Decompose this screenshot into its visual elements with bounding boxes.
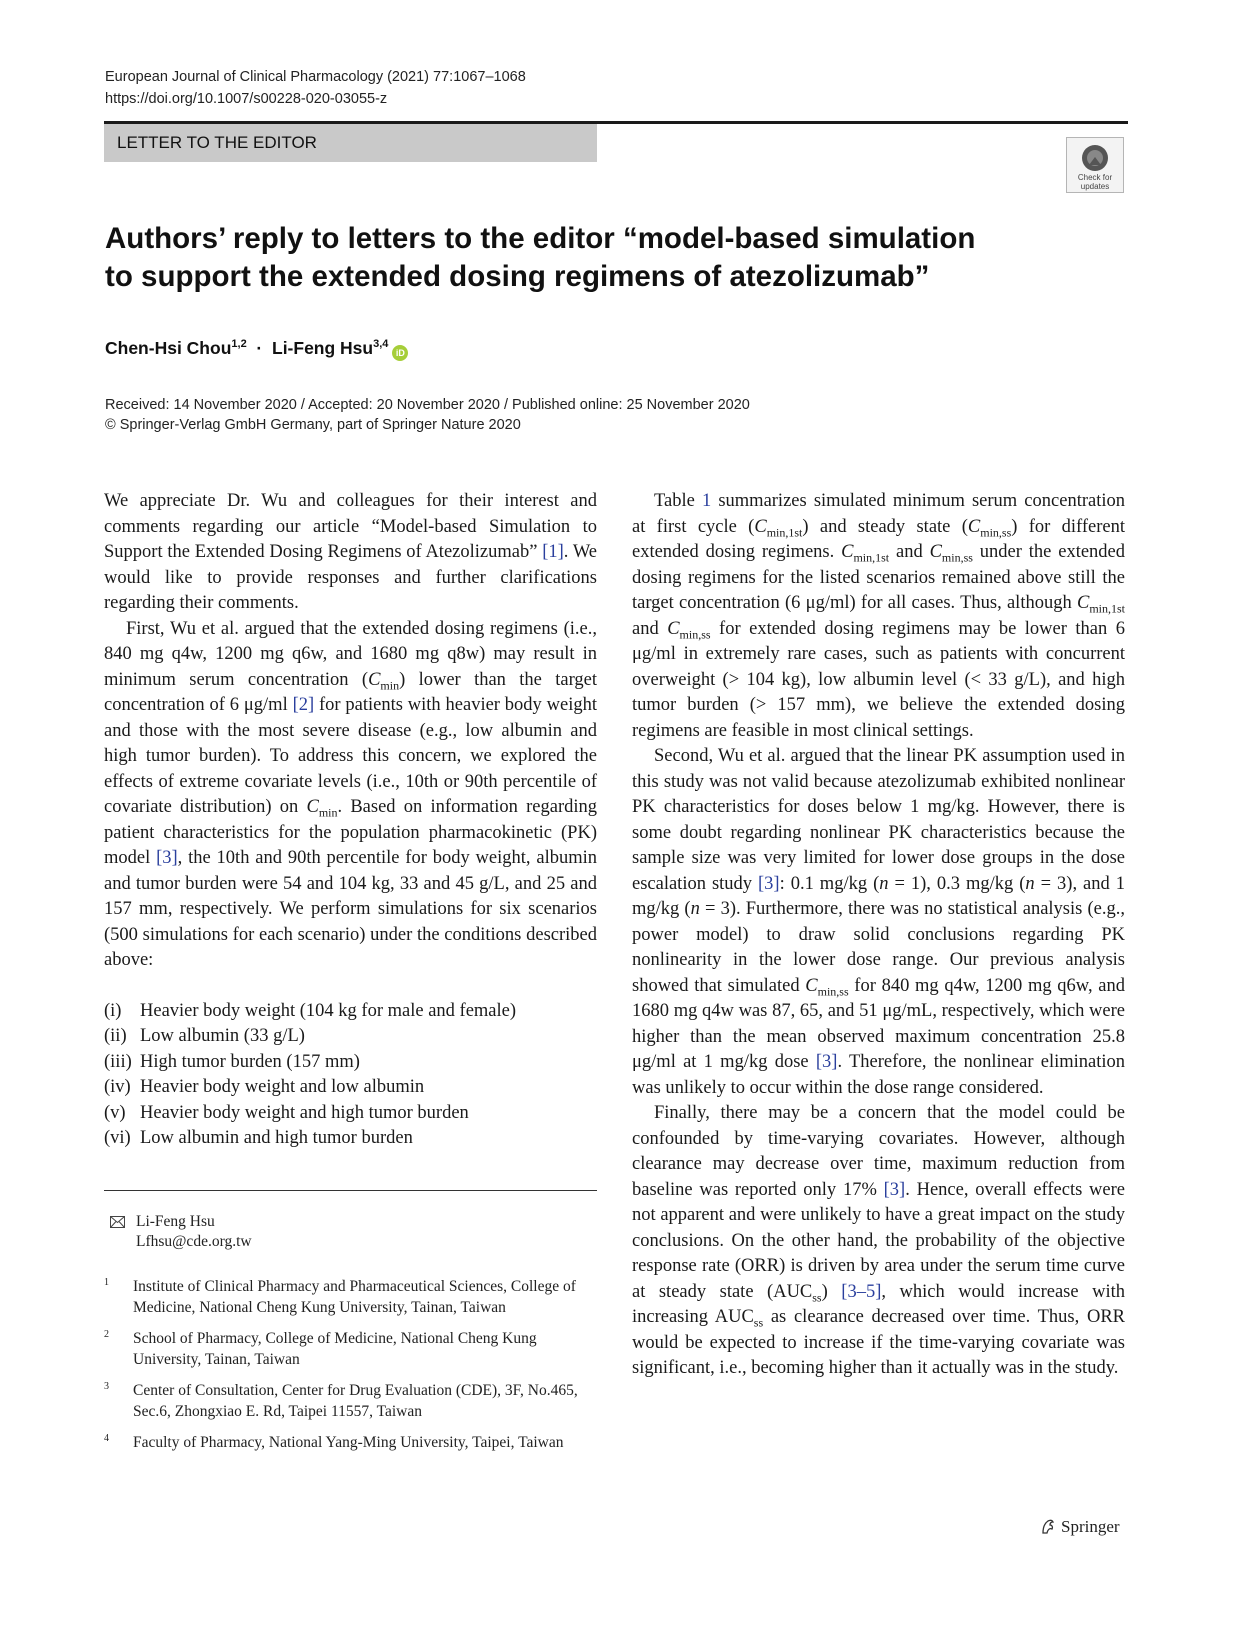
correspondence-name: Li-Feng Hsu [136,1213,215,1230]
citation-link[interactable]: [2] [292,695,315,715]
author-list [105,333,408,361]
paragraph: We appreciate Dr. Wu and colleagues for their interest and comments regarding our article “Model-based Simulation to Support the Extended Dosing Regimens of Atezolizumab” [1]. We would like to provide responses and further clarifications regarding their comments. [104,491,598,613]
affiliation [104,1381,597,1422]
author-name[interactable]: Li-Feng Hsu [272,337,374,358]
author-separator: · [251,337,268,358]
footnote-rule [104,1190,597,1191]
paragraph: Finally, there may be a concern that the model could be confounded by time-varying covariates. However, although clearance may decrease over time, maximum reduction from baseline was reported only 17% [3]. Hence, overall effects were not apparent and were unlikely to have a great impact on the study conclusions. On the other hand, the probability of the objective response rate (ORR) is driven by area under the serum time curve at steady state $(AUC_{ss})$ [3–5], which would increase with increasing $AUC_{ss}$ as clearance decreased over time. Thus, ORR would be expected to increase if the time-varying covariate was significant, i.e., becoming higher than it actually was in the study. [632,1103,1125,1378]
list-item: (ii) Low albumin (33 g/L) [104,1026,305,1046]
citation-link[interactable]: [3] [883,1179,906,1200]
author-affil-marker: 3,4 [373,338,389,350]
affiliation [104,1433,597,1454]
check-for-updates-badge[interactable] [1066,137,1124,193]
citation-link[interactable]: [3] [758,873,780,894]
affiliation-number: 1 [104,1277,109,1288]
list-item: (vi) Low albumin and high tumor burden [104,1128,413,1148]
check-badge-line1: Check for [1077,173,1113,182]
doi-link[interactable]: https://doi.org/10.1007/s00228-020-03055-z [105,91,388,107]
springer-horse-icon [1039,1517,1057,1535]
author-affil-marker: 1,2 [231,338,247,350]
affiliation-text: Faculty of Pharmacy, National Yang-Ming University, Taipei, Taiwan [133,1434,564,1451]
citation-link[interactable]: [3] [815,1052,838,1072]
right-column [632,489,1125,1382]
affiliation-text: Center of Consultation, Center for Drug Evaluation (CDE), 3F, No.465, Sec.6, Zhongxiao E. Rd, Taipei 11557, Taiwan [133,1382,578,1420]
check-badge-line2: updates [1080,182,1110,191]
affiliation-number: 2 [104,1329,109,1340]
envelope-icon [110,1216,125,1228]
orcid-icon[interactable]: iD [392,345,408,361]
left-column [104,489,597,1152]
table-link[interactable]: 1 [701,491,712,511]
affiliation-text: School of Pharmacy, College of Medicine, National Cheng Kung University, Tainan, Taiwan [133,1330,537,1368]
correspondence-email[interactable]: Lfhsu@cde.org.tw [136,1233,252,1250]
citation-link[interactable]: [3] [156,848,178,868]
list-item: (iii) High tumor burden (157 mm) [104,1051,360,1072]
affiliation-number: 3 [104,1381,109,1392]
copyright-notice: © Springer-Verlag GmbH Germany, part of Springer Nature 2020 [105,417,521,433]
paragraph: First, Wu et al. argued that the extended dosing regimens (i.e., 840 mg q4w, 1200 mg q6w, and 1680 mg q8w) may result in minimum serum concentration $(C_{min})$ lower than the target concentration of 6 μg/ml [2] for patients with heavier body weight and those with the most severe disease (e.g., low albumin and high tumor burden). To address this concern, we explored the effects of extreme covariate levels (i.e., 10th or 90th percentile of covariate distribution) on $C_{min}$. Based on information regarding patient characteristics for the population pharmacokinetic (PK) model [3], the 10th and 90th percentile for body weight, albumin and tumor burden were 54 and 104 kg, 33 and 45 g/L, and 25 and 157 mm, respectively. We perform simulations for six scenarios (500 simulations for each scenario) under the conditions described above: [104,618,598,970]
publication-dates: Received: 14 November 2020 / Accepted: 20 November 2020 / Published online: 25 November 2020 [105,397,750,413]
scenario-list [104,999,597,1152]
correspondence [110,1212,252,1252]
section-label: LETTER TO THE EDITOR [104,124,597,162]
crossmark-icon [1080,143,1110,173]
affiliation-text: Institute of Clinical Pharmacy and Pharmaceutical Sciences, College of Medicine, National Cheng Kung University, Tainan, Taiwan [133,1278,576,1316]
list-item: (v) Heavier body weight and high tumor burden [104,1102,469,1123]
citation-link[interactable]: [3–5] [841,1281,882,1302]
paper-title [105,220,1005,296]
publisher-logo [1039,1516,1120,1538]
author-name[interactable]: Chen-Hsi Chou [105,337,232,358]
list-item: (iv) Heavier body weight and low albumin [104,1077,425,1097]
paragraph: Table 1 summarizes simulated minimum serum concentration at first cycle $(C_{min,1st})$ and steady state $(C_{min,ss})$ for different extended dosing regimens. $C_{min,1st}$ and $C_{min,ss}$ under the extended dosing regimens for the listed scenarios remained above still the target concentration (6 μg/ml) for all cases. Thus, although $C_{min,1st}$ and $C_{min,ss}$ for extended dosing regimens may be lower than 6 μg/ml in extremely rare cases, such as patients with concurrent overweight (> 104 kg), low albumin level (< 33 g/L), and high tumor burden (> 157 mm), we believe the extended dosing regimens are feasible in most clinical settings. [632,491,1126,741]
journal-citation: European Journal of Clinical Pharmacology (2021) 77:1067–1068 [105,69,526,85]
list-item: (i) Heavier body weight (104 kg for male and female) [104,1000,517,1021]
publisher-name: Springer [1061,1517,1120,1536]
title-line-1: Authors’ reply to letters to the editor “model-based simulation [105,222,976,255]
citation-link[interactable]: [1] [542,542,564,562]
paragraph: Second, Wu et al. argued that the linear PK assumption used in this study was not valid because atezolizumab exhibited nonlinear PK characteristics for doses below 1 mg/kg. However, there is some doubt regarding nonlinear PK characteristics because the sample size was very limited for lower dose groups in the dose escalation study [3]: 0.1 mg/kg (n = 1), 0.3 mg/kg (n = 3), and 1 mg/kg (n = 3). Furthermore, there was no statistical analysis (e.g., power model) to draw solid conclusions regarding PK nonlinearity in the lower dose range. Our previous analysis showed that simulated $C_{min,ss}$ for 840 mg q4w, 1200 mg q6w, and 1680 mg q4w was 87, 65, and 51 μg/mL, respectively, which were higher than the mean observed maximum concentration 25.8 μg/ml at 1 mg/kg dose [3]. Therefore, the nonlinear elimination was unlikely to occur within the dose range considered. [632,746,1125,1098]
affiliation [104,1329,597,1370]
affiliation [104,1277,597,1318]
affiliation-number: 4 [104,1433,109,1444]
title-line-2: to support the extended dosing regimens of atezolizumab” [105,260,930,293]
